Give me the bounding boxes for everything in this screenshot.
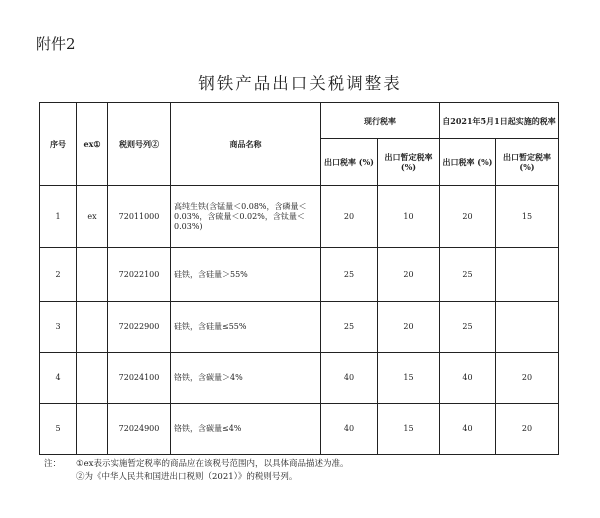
cell-product-name: 高纯生铁(含锰量＜0.08%，含磷量＜0.03%，含硫量＜0.02%，含钛量＜0.03%) xyxy=(171,186,321,248)
cell-new-provisional-rate: 20 xyxy=(496,353,559,404)
footnote-label: 注： xyxy=(44,459,62,469)
cell-new-export-rate: 40 xyxy=(440,353,496,404)
header-new-rate: 自2021年5月1日起实施的税率 xyxy=(440,103,559,139)
cell-current-export-rate: 40 xyxy=(321,353,378,404)
cell-seq: 4 xyxy=(40,353,77,404)
table-row xyxy=(40,248,559,302)
cell-new-export-rate: 25 xyxy=(440,302,496,353)
cell-new-export-rate: 25 xyxy=(440,248,496,302)
cell-tariff-code: 72024100 xyxy=(108,353,171,404)
cell-ex: ex xyxy=(77,186,108,248)
table-row xyxy=(40,186,559,248)
cell-current-export-rate: 25 xyxy=(321,248,378,302)
cell-tariff-code: 72022100 xyxy=(108,248,171,302)
cell-seq: 1 xyxy=(40,186,77,248)
table-row xyxy=(40,404,559,455)
header-seq: 序号 xyxy=(40,103,77,186)
cell-ex xyxy=(77,404,108,455)
cell-tariff-code: 72011000 xyxy=(108,186,171,248)
header-tariff-code: 税则号列② xyxy=(108,103,171,186)
cell-product-name: 铬铁，含碳量≤4% xyxy=(171,404,321,455)
cell-ex xyxy=(77,302,108,353)
cell-new-provisional-rate: 15 xyxy=(496,186,559,248)
header-product-name: 商品名称 xyxy=(171,103,321,186)
cell-current-provisional-rate: 10 xyxy=(378,186,440,248)
cell-current-export-rate: 40 xyxy=(321,404,378,455)
header-current-rate: 现行税率 xyxy=(321,103,440,139)
cell-ex xyxy=(77,353,108,404)
cell-tariff-code: 72022900 xyxy=(108,302,171,353)
cell-seq: 5 xyxy=(40,404,77,455)
cell-new-provisional-rate xyxy=(496,248,559,302)
cell-product-name: 硅铁，含硅量＞55% xyxy=(171,248,321,302)
cell-product-name: 硅铁，含硅量≤55% xyxy=(171,302,321,353)
cell-current-provisional-rate: 15 xyxy=(378,353,440,404)
cell-seq: 3 xyxy=(40,302,77,353)
cell-current-provisional-rate: 20 xyxy=(378,248,440,302)
cell-seq: 2 xyxy=(40,248,77,302)
footnote-1: ①ex表示实施暂定税率的商品应在该税号范围内，以具体商品描述为准。 xyxy=(76,459,349,469)
attachment-label: 附件2 xyxy=(36,35,76,53)
table-row xyxy=(40,353,559,404)
header-new-provisional-rate: 出口暂定税率 (%) xyxy=(496,139,559,186)
cell-current-export-rate: 20 xyxy=(321,186,378,248)
cell-new-provisional-rate: 20 xyxy=(496,404,559,455)
cell-current-export-rate: 25 xyxy=(321,302,378,353)
header-ex: ex① xyxy=(77,103,108,186)
cell-ex xyxy=(77,248,108,302)
cell-tariff-code: 72024900 xyxy=(108,404,171,455)
cell-current-provisional-rate: 15 xyxy=(378,404,440,455)
header-current-export-rate: 出口税率 (%) xyxy=(321,139,378,186)
footnotes xyxy=(44,458,348,484)
cell-new-export-rate: 20 xyxy=(440,186,496,248)
cell-new-provisional-rate xyxy=(496,302,559,353)
header-current-provisional-rate: 出口暂定税率 (%) xyxy=(378,139,440,186)
document-title: 钢铁产品出口关税调整表 xyxy=(198,74,402,93)
tariff-table xyxy=(39,102,559,455)
cell-current-provisional-rate: 20 xyxy=(378,302,440,353)
cell-new-export-rate: 40 xyxy=(440,404,496,455)
header-new-export-rate: 出口税率 (%) xyxy=(440,139,496,186)
cell-product-name: 铬铁，含碳量＞4% xyxy=(171,353,321,404)
table-row xyxy=(40,302,559,353)
footnote-2: ②为《中华人民共和国进出口税则（2021）》的税则号列。 xyxy=(76,472,298,482)
